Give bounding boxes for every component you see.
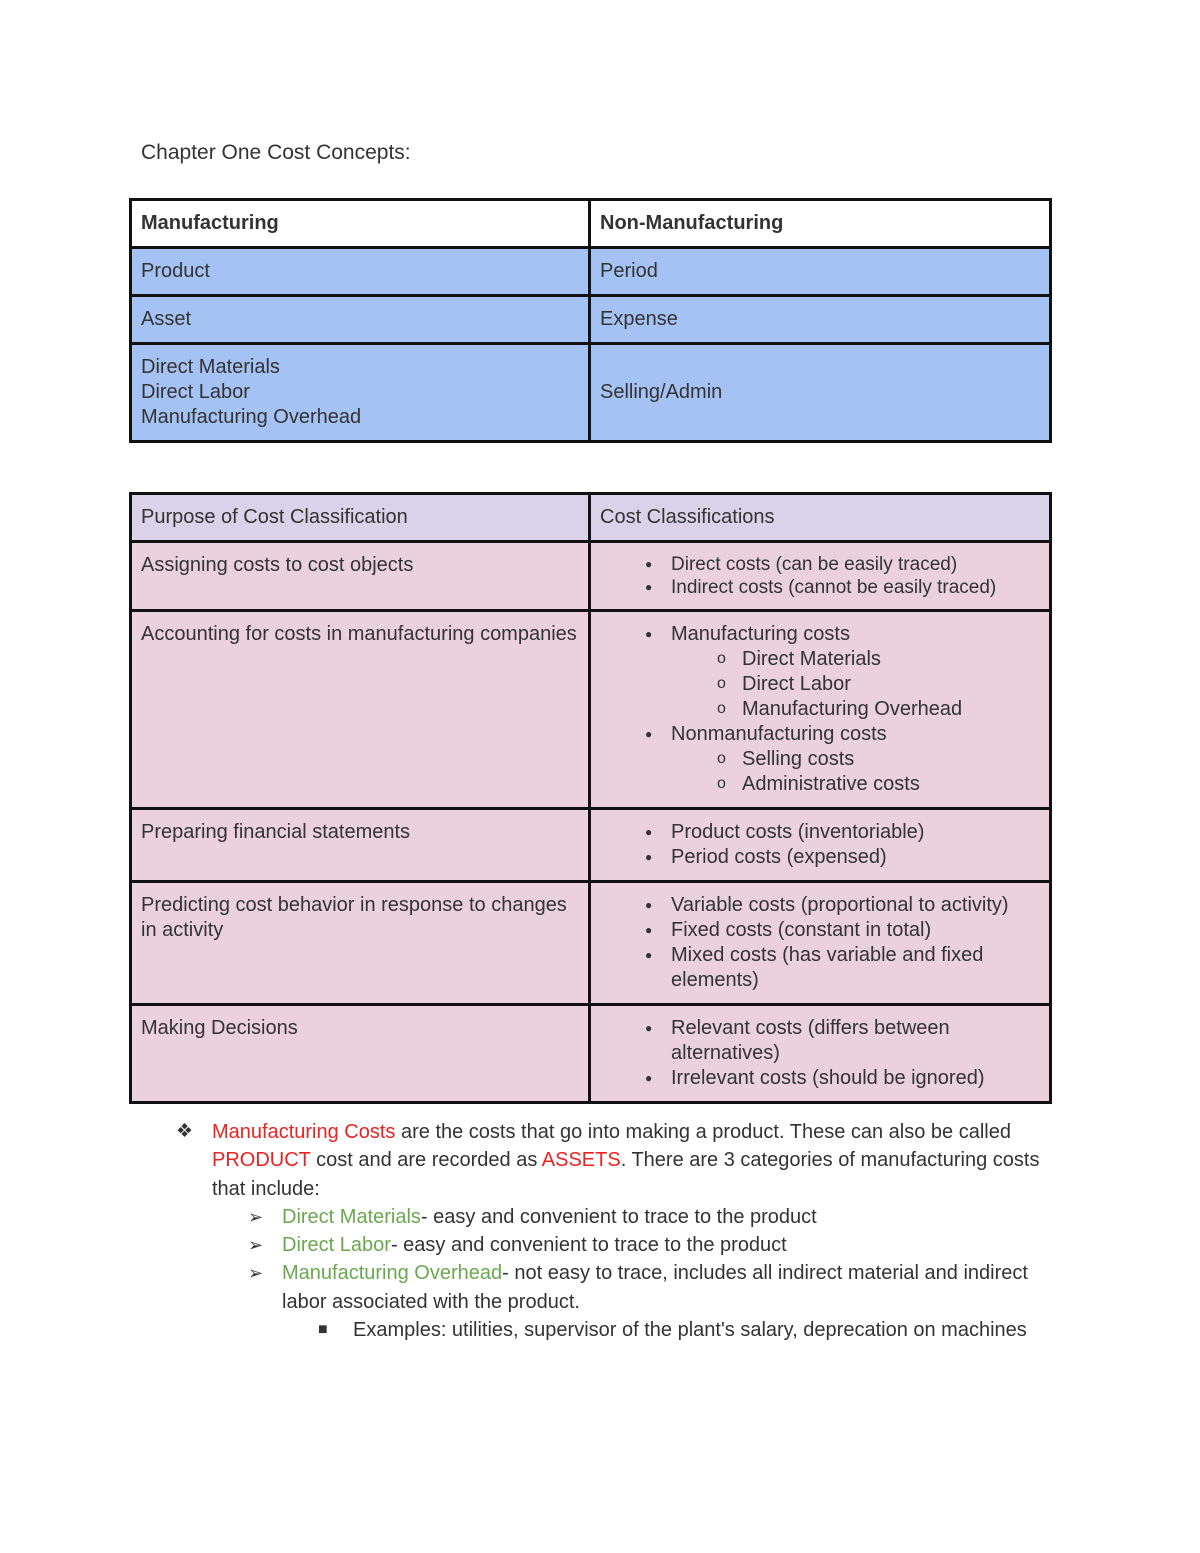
table-row xyxy=(131,296,1051,344)
category-item xyxy=(170,1259,1050,1316)
table-cell xyxy=(590,542,1051,611)
arrow-bullet-icon: ➢ xyxy=(248,1263,264,1284)
table-row xyxy=(131,809,1051,882)
arrow-bullet-icon: ➢ xyxy=(248,1235,264,1256)
list-item: ● Product costs (inventoriable) xyxy=(600,820,1040,845)
table-cell: Making Decisions xyxy=(131,1005,590,1103)
table-cell xyxy=(590,809,1051,882)
table-row xyxy=(131,248,1051,296)
table-cell: Selling/Admin xyxy=(590,344,1051,442)
list-item: ● Indirect costs (cannot be easily traced) xyxy=(600,576,1040,599)
sub-list xyxy=(671,647,1040,722)
table-cell xyxy=(590,611,1051,809)
manufacturing-vs-nonmanufacturing-table xyxy=(129,198,1052,443)
category-term: Direct Materials xyxy=(282,1205,421,1228)
sub-list-item: o Direct Labor xyxy=(671,672,1040,697)
table-cell: Accounting for costs in manufacturing companies xyxy=(131,611,590,809)
list-item xyxy=(600,622,1040,722)
cell-line: Direct Labor xyxy=(141,381,250,403)
table-cell: Asset xyxy=(131,296,590,344)
example-text: Examples: utilities, supervisor of the plant's salary, deprecation on machines xyxy=(353,1319,1027,1342)
list-item: ● Fixed costs (constant in total) xyxy=(600,918,1040,943)
cell-line: Direct Materials xyxy=(141,356,280,378)
column-header-classifications: Cost Classifications xyxy=(590,494,1051,542)
note-paragraph xyxy=(170,1118,1050,1203)
bullet-list xyxy=(600,553,1040,599)
list-item-text: Nonmanufacturing costs xyxy=(671,723,887,745)
table-cell: Period xyxy=(590,248,1051,296)
table-cell xyxy=(590,1005,1051,1103)
category-desc: - not easy to trace, includes all indirect material and indirect labor associated with the product. xyxy=(282,1262,1028,1313)
category-desc: - easy and convenient to trace to the product xyxy=(420,1205,817,1228)
table-cell: Product xyxy=(131,248,590,296)
category-term: Manufacturing Overhead xyxy=(282,1262,503,1285)
table-cell xyxy=(131,344,590,442)
category-desc: - easy and convenient to trace to the product xyxy=(390,1234,787,1257)
cost-classification-table xyxy=(129,492,1052,1104)
table-cell: Predicting cost behavior in response to changes in activity xyxy=(131,882,590,1005)
notes-section xyxy=(170,1118,1050,1344)
list-item: ● Direct costs (can be easily traced) xyxy=(600,553,1040,576)
table-row xyxy=(131,611,1051,809)
table-row xyxy=(131,882,1051,1005)
table-cell: Preparing financial statements xyxy=(131,809,590,882)
sub-list-item: o Manufacturing Overhead xyxy=(671,697,1040,722)
term-assets: ASSETS xyxy=(541,1149,621,1172)
column-header-manufacturing: Manufacturing xyxy=(131,200,590,248)
sub-list-item: o Administrative costs xyxy=(671,772,1040,797)
table-row xyxy=(131,542,1051,611)
note-text: are the costs that go into making a product. These can also be called xyxy=(395,1121,1011,1143)
square-bullet-icon: ■ xyxy=(318,1321,328,1339)
table-cell: Assigning costs to cost objects xyxy=(131,542,590,611)
column-header-non-manufacturing: Non-Manufacturing xyxy=(590,200,1051,248)
list-item-text: Manufacturing costs xyxy=(671,623,850,645)
table-header-row xyxy=(131,494,1051,542)
cell-line: Manufacturing Overhead xyxy=(141,406,362,428)
list-item: ● Relevant costs (differs between alternatives) xyxy=(600,1016,1040,1066)
sub-list-item: o Direct Materials xyxy=(671,647,1040,672)
sub-list-item: o Selling costs xyxy=(671,747,1040,772)
term-product: PRODUCT xyxy=(212,1149,311,1172)
note-text: cost and are recorded as xyxy=(310,1149,542,1172)
category-item xyxy=(170,1203,1050,1231)
list-item: ● Mixed costs (has variable and fixed elements) xyxy=(600,943,1040,993)
arrow-bullet-icon: ➢ xyxy=(248,1206,264,1227)
diamond-bullet-icon: ❖ xyxy=(176,1121,194,1142)
category-item xyxy=(170,1231,1050,1259)
table-cell xyxy=(590,882,1051,1005)
bullet-list xyxy=(600,622,1040,797)
list-item xyxy=(600,722,1040,797)
sub-list xyxy=(671,747,1040,797)
column-header-purpose: Purpose of Cost Classification xyxy=(131,494,590,542)
bullet-list xyxy=(600,820,1040,870)
list-item: ● Irrelevant costs (should be ignored) xyxy=(600,1066,1040,1091)
list-item: ● Period costs (expensed) xyxy=(600,845,1040,870)
term-manufacturing-costs: Manufacturing Costs xyxy=(212,1121,396,1143)
table-row xyxy=(131,344,1051,442)
page-title: Chapter One Cost Concepts: xyxy=(141,141,411,164)
example-item xyxy=(170,1316,1050,1344)
list-item: ● Variable costs (proportional to activity) xyxy=(600,893,1040,918)
note-text: . There are 3 categories of manufacturing costs that include: xyxy=(212,1149,1040,1200)
bullet-list xyxy=(600,1016,1040,1091)
category-term: Direct Labor xyxy=(282,1234,391,1257)
bullet-list xyxy=(600,893,1040,993)
table-cell: Expense xyxy=(590,296,1051,344)
table-header-row xyxy=(131,200,1051,248)
table-row xyxy=(131,1005,1051,1103)
